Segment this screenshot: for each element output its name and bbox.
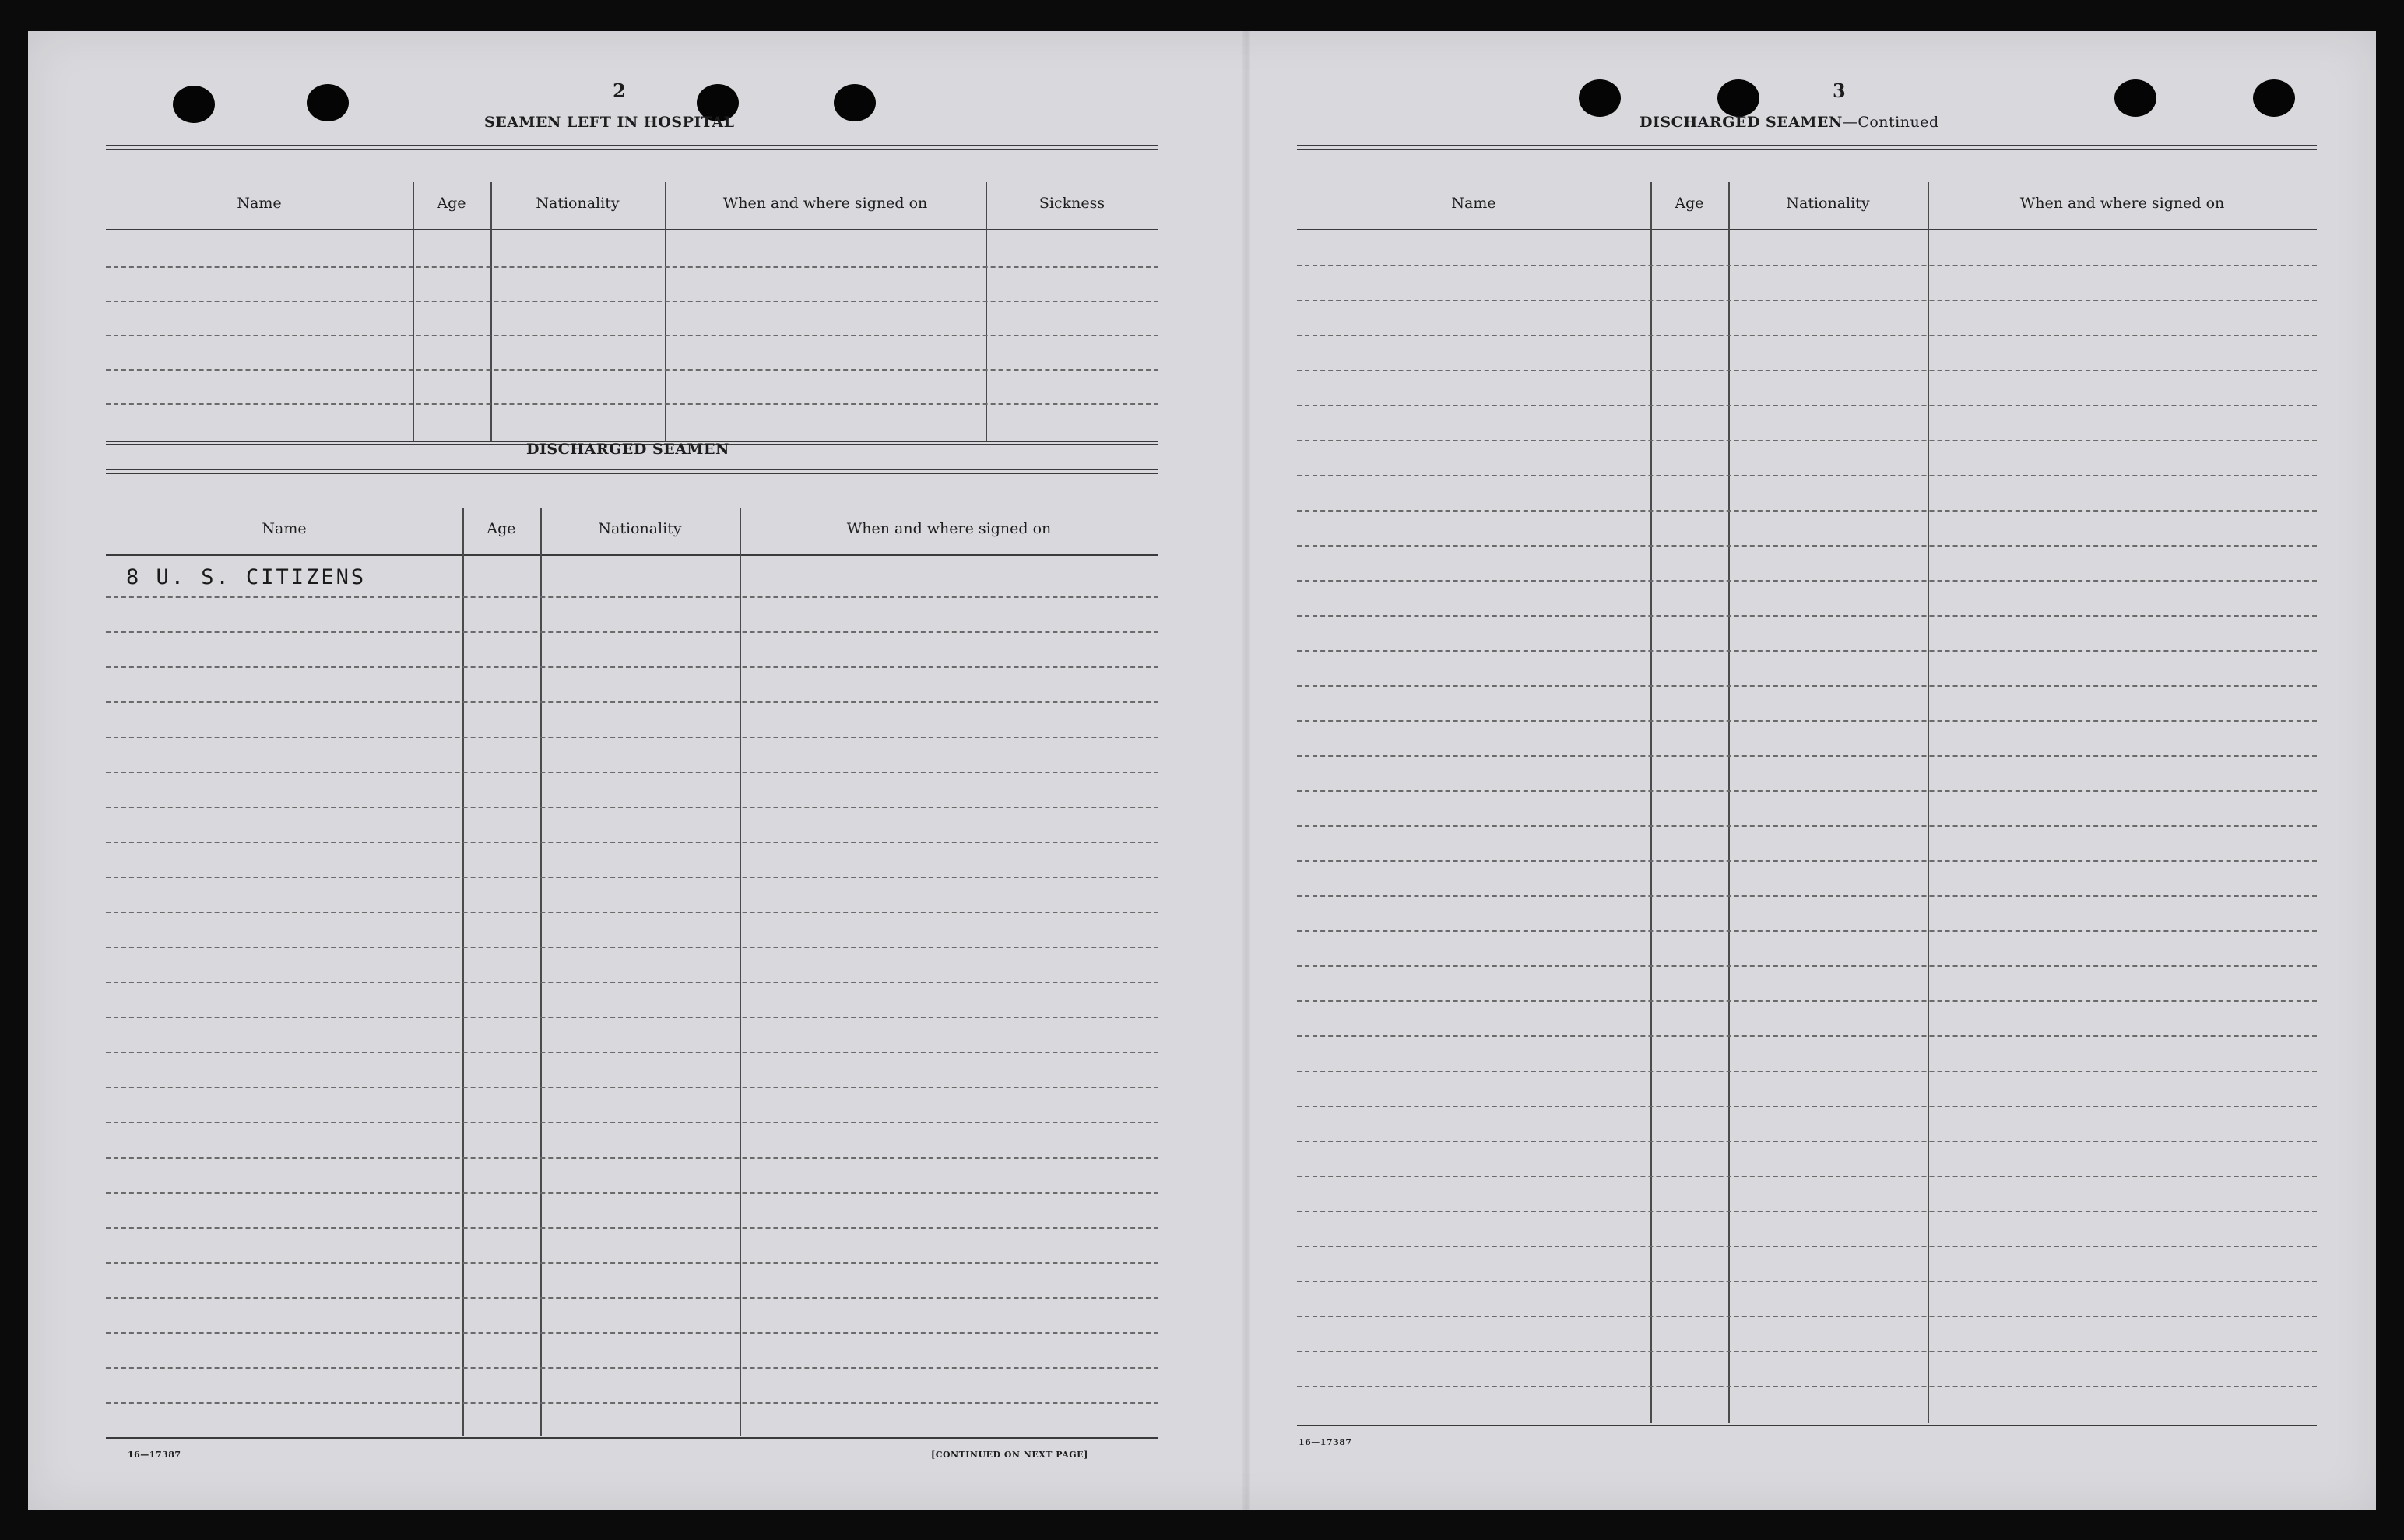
ruled-line [1297,1071,2317,1072]
ruled-line [106,403,1158,405]
hospital-header-nationality: Nationality [536,195,620,212]
ruled-line [106,1332,1158,1334]
ruled-line [1297,1000,2317,1002]
ruled-line [1297,650,2317,652]
hospital-table [106,145,1158,450]
table-bottom-rule [106,1437,1158,1439]
hospital-header-name: Name [237,195,282,212]
ruled-line [1297,440,2317,441]
ruled-line [1297,895,2317,897]
ruled-line [106,1087,1158,1088]
form-number: 16—17387 [128,1450,181,1460]
ruled-line [1297,755,2317,757]
ruled-line [1297,720,2317,722]
ruled-line [106,947,1158,948]
ruled-line [1297,335,2317,336]
discharged-continued-title-main: DISCHARGED SEAMEN [1640,114,1843,131]
ruled-line [106,877,1158,878]
continued-note: [CONTINUED ON NEXT PAGE] [931,1450,1088,1460]
ruled-line [106,982,1158,983]
left-page [28,31,1242,1510]
discharged-header-name: Name [262,520,307,537]
discharged-section-title: DISCHARGED SEAMEN [526,441,729,458]
punch-hole [307,84,349,121]
continued-header-age: Age [1675,195,1704,212]
ruled-line [106,1402,1158,1404]
ruled-line [1297,1106,2317,1107]
table-bottom-rule [1297,1425,2317,1426]
page-number: 3 [1833,79,1847,102]
document-sheet [28,31,2376,1510]
ruled-line [1297,370,2317,371]
ruled-line [1297,300,2317,301]
continued-header-nationality: Nationality [1786,195,1870,212]
column-divider [1650,182,1652,1423]
punch-hole [1717,79,1759,117]
ruled-line [1297,615,2317,617]
column-divider [1928,182,1929,1423]
ruled-line [1297,860,2317,862]
ruled-line [1297,1246,2317,1247]
discharged-header-age: Age [487,520,516,537]
discharged-continued-title [1640,114,1939,131]
right-page [1250,31,2376,1510]
punch-hole [834,84,876,121]
ruled-line [1297,1351,2317,1352]
ruled-line [1297,510,2317,512]
header-rule [1297,229,2317,230]
continued-header-name: Name [1451,195,1496,212]
punch-hole [2253,79,2295,117]
ruled-line [1297,1281,2317,1282]
ruled-line [1297,1386,2317,1387]
ruled-line [106,596,1158,598]
ruled-line [106,631,1158,633]
ruled-line [106,737,1158,738]
ruled-line [1297,930,2317,932]
discharged-continued-table [1297,145,2317,1429]
form-number: 16—17387 [1299,1437,1352,1447]
ruled-line [106,1297,1158,1299]
ruled-line [1297,1035,2317,1037]
discharged-header-nationality: Nationality [598,520,682,537]
discharged-entry: 8 U. S. CITIZENS [126,565,367,589]
ruled-line [1297,475,2317,476]
ruled-line [106,335,1158,336]
ruled-line [106,772,1158,773]
header-rule [106,229,1158,230]
discharged-table [106,469,1158,1447]
page-number: 2 [613,79,627,102]
ruled-line [1297,825,2317,827]
table-top-rule [106,469,1158,474]
ruled-line [106,1227,1158,1229]
ruled-line [1297,1141,2317,1142]
column-divider [1728,182,1730,1423]
continued-header-signed-on: When and where signed on [2019,195,2225,212]
ruled-line [1297,405,2317,406]
discharged-header-signed-on: When and where signed on [846,520,1052,537]
hospital-section-title: SEAMEN LEFT IN HOSPITAL [484,114,735,131]
ruled-line [1297,580,2317,582]
ruled-line [106,842,1158,843]
header-rule [106,554,1158,556]
table-top-rule [1297,145,2317,150]
ruled-line [106,369,1158,371]
ruled-line [106,1052,1158,1053]
ruled-line [1297,545,2317,547]
ruled-line [106,666,1158,668]
ruled-line [106,1367,1158,1369]
punch-hole [2114,79,2156,117]
punch-hole [1579,79,1621,117]
ruled-line [1297,1316,2317,1317]
ruled-line [106,912,1158,913]
ruled-line [1297,265,2317,266]
punch-hole [173,86,215,123]
ruled-line [106,1262,1158,1264]
ruled-line [106,266,1158,268]
ruled-line [1297,1211,2317,1212]
ruled-line [106,1122,1158,1123]
ruled-line [106,807,1158,808]
ruled-line [106,1157,1158,1159]
ruled-line [1297,790,2317,792]
page-fold [1242,31,1250,1510]
ruled-line [1297,685,2317,687]
ruled-line [106,1017,1158,1018]
ruled-line [106,301,1158,302]
ruled-line [1297,1176,2317,1177]
table-top-rule [106,145,1158,150]
hospital-header-age: Age [437,195,466,212]
hospital-header-signed-on: When and where signed on [722,195,928,212]
continued-label: —Continued [1842,114,1939,131]
ruled-line [106,701,1158,703]
ruled-line [1297,965,2317,967]
ruled-line [106,1192,1158,1194]
hospital-header-sickness: Sickness [1039,195,1105,212]
